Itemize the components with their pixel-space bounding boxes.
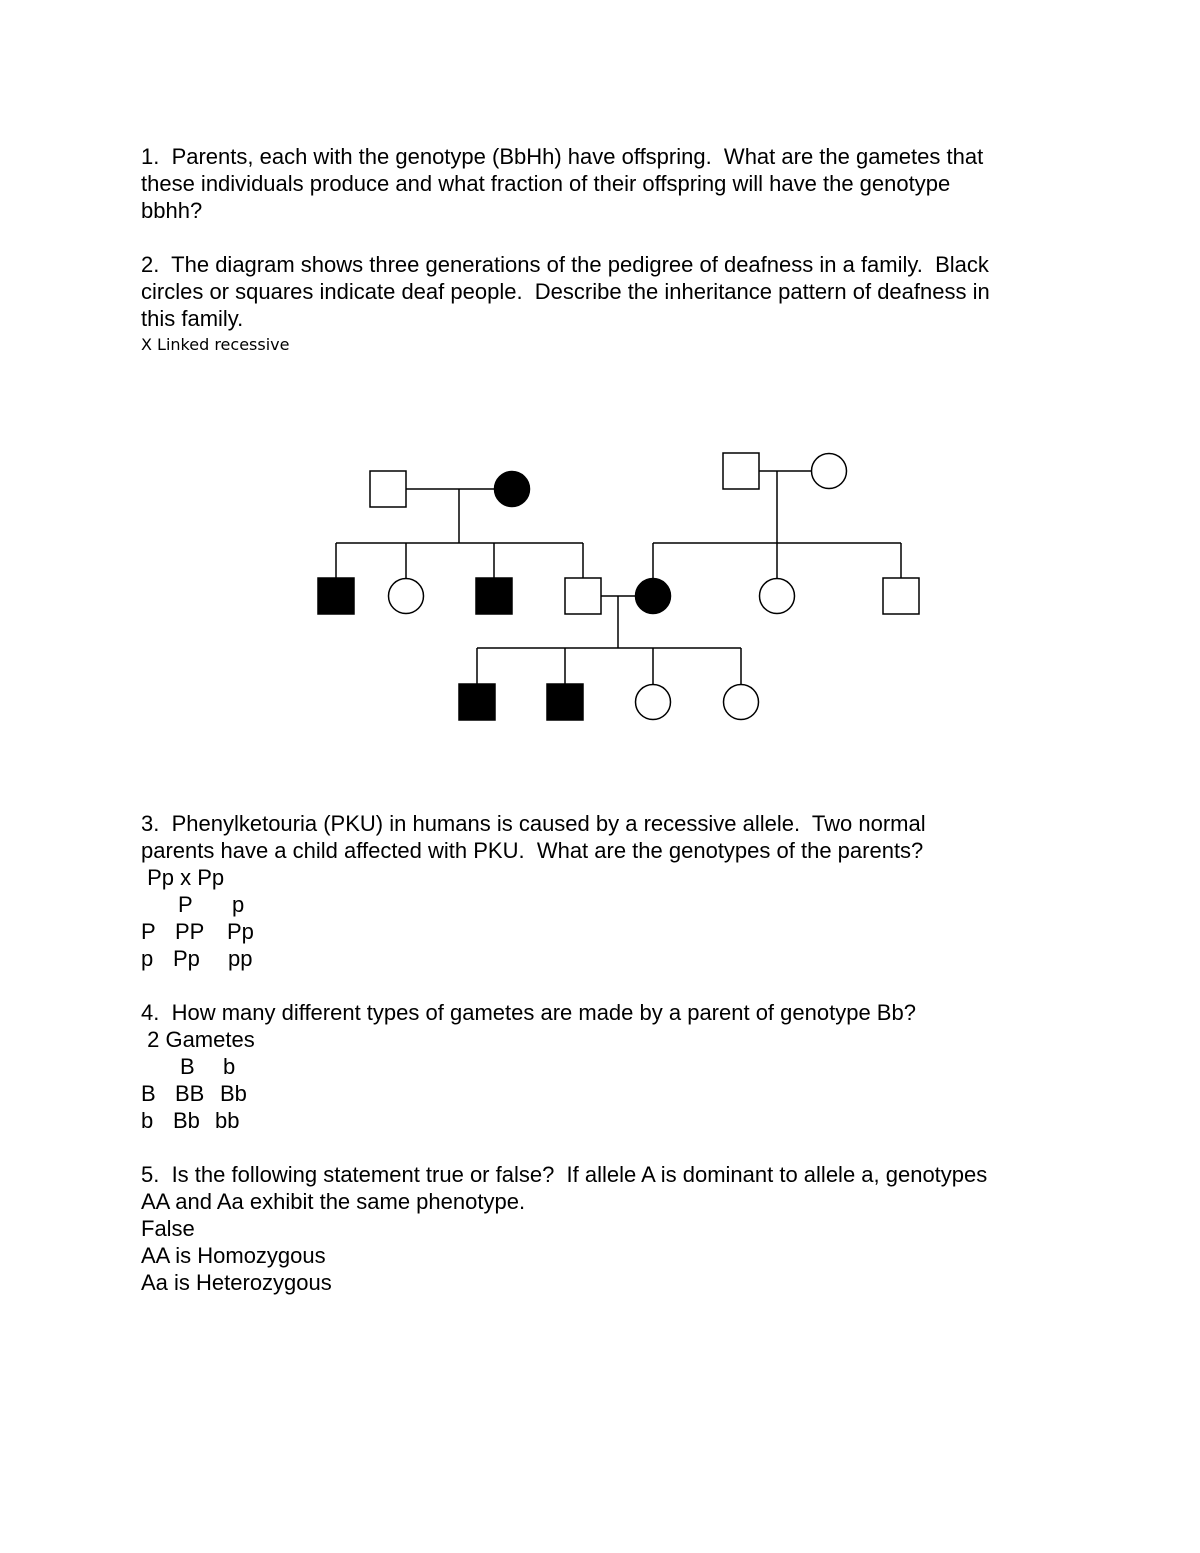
punnett-row-label: P bbox=[141, 919, 156, 944]
male-affected-symbol bbox=[318, 578, 354, 614]
female-unaffected-symbol bbox=[760, 579, 795, 614]
q4-answer: 2 Gametes bbox=[141, 1027, 255, 1052]
male-affected-symbol bbox=[459, 684, 495, 720]
punnett-cell: PP bbox=[175, 919, 205, 944]
q3-line-2: parents have a child affected with PKU. What are the genotypes of the parents? bbox=[141, 838, 924, 863]
pedigree-symbols bbox=[318, 453, 919, 720]
q5-line-2: AA and Aa exhibit the same phenotype. bbox=[141, 1189, 526, 1214]
punnett-cell: Bb bbox=[220, 1081, 247, 1106]
punnett-cell: Bb bbox=[173, 1108, 200, 1133]
punnett-cell: pp bbox=[228, 946, 253, 971]
q1-line-3: bbhh? bbox=[141, 198, 203, 223]
q2-line-2: circles or squares indicate deaf people. Describe the inheritance pattern of deafness in bbox=[141, 279, 990, 304]
q2-line-3: this family. bbox=[141, 306, 244, 331]
female-affected-symbol bbox=[495, 472, 530, 507]
punnett-row-label: B bbox=[141, 1081, 156, 1106]
punnett-col-label: P bbox=[178, 892, 193, 917]
q2-line-1: 2. The diagram shows three generations of the pedigree of deafness in a family. Black bbox=[141, 252, 989, 277]
male-affected-symbol bbox=[547, 684, 583, 720]
punnett-cell: bb bbox=[215, 1108, 240, 1133]
q5-answer-2: AA is Homozygous bbox=[141, 1243, 326, 1268]
punnett-cell: Pp bbox=[227, 919, 254, 944]
q5-answer-1: False bbox=[141, 1216, 195, 1241]
punnett-row-label: p bbox=[141, 946, 154, 971]
q4-line-1: 4. How many different types of gametes are made by a parent of genotype Bb? bbox=[141, 1000, 916, 1025]
female-unaffected-symbol bbox=[812, 454, 847, 489]
female-affected-symbol bbox=[636, 579, 671, 614]
q2-answer: X Linked recessive bbox=[141, 335, 290, 354]
q3-cross: Pp x Pp bbox=[141, 865, 225, 890]
male-affected-symbol bbox=[476, 578, 512, 614]
q5-answer-3: Aa is Heterozygous bbox=[141, 1270, 332, 1295]
punnett-cell: Pp bbox=[173, 946, 200, 971]
male-unaffected-symbol bbox=[883, 578, 919, 614]
female-unaffected-symbol bbox=[636, 685, 671, 720]
male-unaffected-symbol bbox=[723, 453, 759, 489]
punnett-cell: BB bbox=[175, 1081, 205, 1106]
pedigree-diagram bbox=[0, 0, 1200, 760]
male-unaffected-symbol bbox=[565, 578, 601, 614]
punnett-col-label: b bbox=[223, 1054, 236, 1079]
q1-line-2: these individuals produce and what fraction of their offspring will have the genotype bbox=[141, 171, 951, 196]
punnett-row-label: b bbox=[141, 1108, 154, 1133]
q5-line-1: 5. Is the following statement true or false? If allele A is dominant to allele a, genotypes bbox=[141, 1162, 988, 1187]
q1-line-1: 1. Parents, each with the genotype (BbHh) have offspring. What are the gametes that bbox=[141, 144, 984, 169]
q3-line-1: 3. Phenylketouria (PKU) in humans is caused by a recessive allele. Two normal bbox=[141, 811, 926, 836]
pedigree-lines bbox=[336, 471, 901, 684]
female-unaffected-symbol bbox=[724, 685, 759, 720]
male-unaffected-symbol bbox=[370, 471, 406, 507]
female-unaffected-symbol bbox=[389, 579, 424, 614]
punnett-col-label: p bbox=[232, 892, 245, 917]
punnett-col-label: B bbox=[180, 1054, 195, 1079]
